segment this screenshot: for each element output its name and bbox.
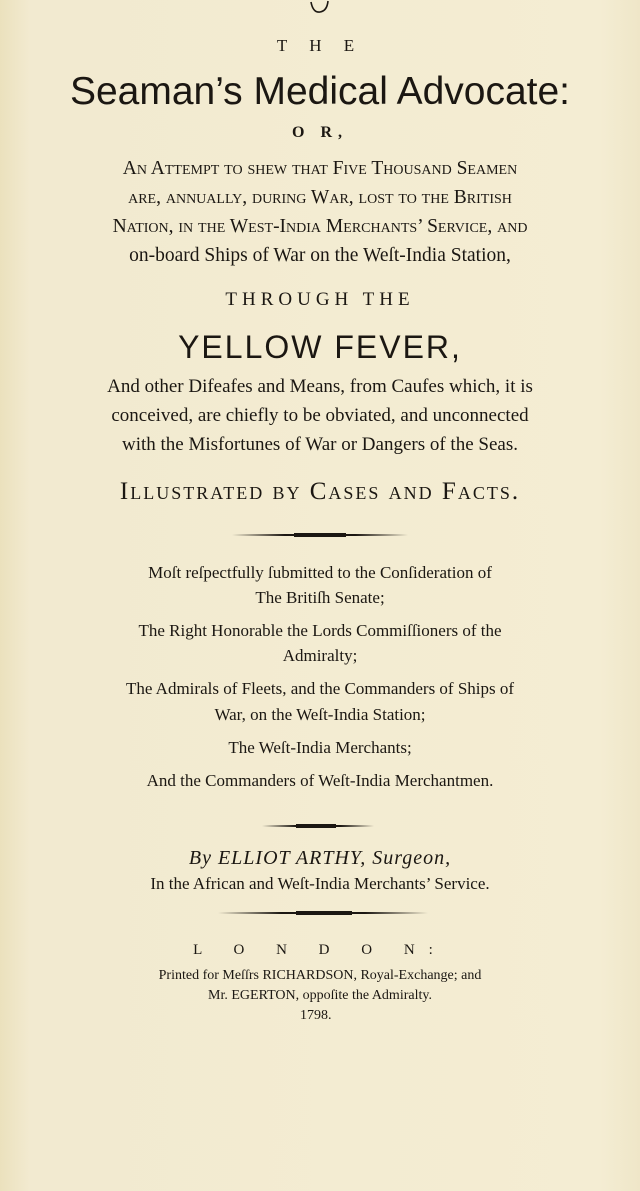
illustrated-by: Illustrated by Cases and Facts. <box>119 478 521 505</box>
author-service: In the African and Weſt-India Merchants’ Service. <box>150 874 490 893</box>
subtitle-line-2: are, annually, during War, lost to the British <box>128 187 512 208</box>
imprint-year: 1798. <box>300 1008 332 1023</box>
dedication-line-1: Moſt reſpectfully ſubmitted to the Conſideration of <box>148 563 492 582</box>
dedication-line-2: The Britiſh Senate; <box>255 588 385 607</box>
dedication-line-3: The Right Honorable the Lords Commiſſioners of the <box>138 621 502 640</box>
divider-rule-2 <box>262 825 374 827</box>
yellow-fever: YELLOW FEVER, <box>178 329 462 365</box>
dedication-line-6: War, on the Weſt-India Station; <box>214 705 426 724</box>
through-the: THROUGH THE <box>225 289 415 310</box>
diseases-line-3: with the Misfortunes of War or Dangers of the Seas. <box>122 434 518 455</box>
dedication-line-4: Admiralty; <box>282 646 358 665</box>
subtitle-line-1: An Attempt to ſhew that Five Thousand Seamen <box>122 158 518 179</box>
diseases-line-2: conceived, are chiefly to be obviated, and unconnected <box>111 405 529 426</box>
dedication-line-5: The Admirals of Fleets, and the Commanders of Ships of <box>125 679 515 698</box>
diseases-line-1: And other Difeafes and Means, from Caufes which, it is <box>107 376 533 397</box>
imprint-line-2: Mr. EGERTON, oppoſite the Admiralty. <box>208 988 432 1003</box>
imprint-city: L O N D O N: <box>193 942 447 958</box>
imprint-line-1: Printed for Meſſrs RICHARDSON, Royal-Exchange; and <box>158 968 482 983</box>
subtitle-line-3: Nation, in the Weſt-India Merchants’ Service, and <box>112 216 528 237</box>
main-title: Seaman’s Medical Advocate: <box>69 70 571 113</box>
ornament-icon <box>309 0 331 14</box>
header-the: T H E <box>276 36 364 55</box>
divider-rule-1 <box>232 534 408 536</box>
or-separator: O R, <box>292 124 348 141</box>
author-line: By ELLIOT ARTHY, Surgeon, <box>188 847 452 869</box>
subtitle-line-4: on-board Ships of War on the Weſt-India Station, <box>129 245 511 266</box>
dedication-line-7: The Weſt-India Merchants; <box>228 738 412 757</box>
divider-rule-3 <box>218 912 428 914</box>
dedication-line-8: And the Commanders of Weſt-India Merchantmen. <box>146 771 494 790</box>
